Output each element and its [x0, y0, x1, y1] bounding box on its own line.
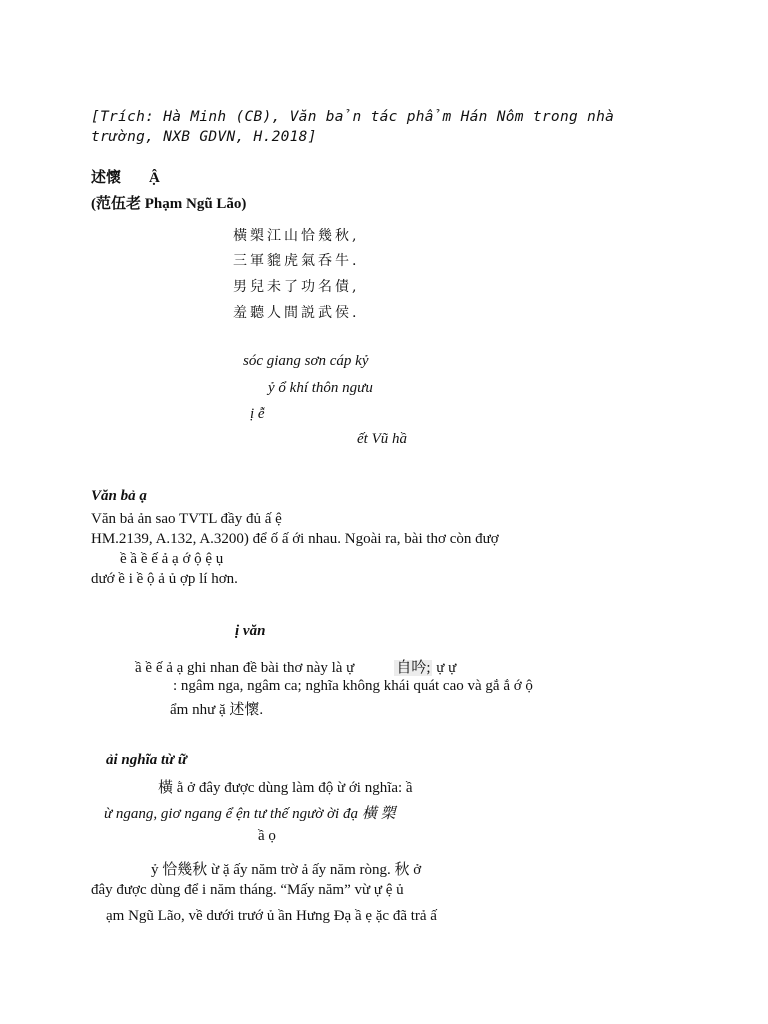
poem-viet-line-1: sóc giang sơn cáp kỷ — [243, 353, 369, 369]
highlighted-term: 自吟; — [396, 660, 431, 676]
poem-viet-line-4: ết Vũ hầ — [357, 431, 407, 447]
section-1-heading: Văn bả ạ — [91, 488, 147, 504]
poem-title-suffix: Ậ — [149, 170, 160, 186]
poem-han-line-4: 羞聽人間説武侯. — [233, 305, 360, 321]
section-3-line: ầ ọ — [258, 828, 276, 844]
poem-author: (范伍老 Phạm Ngũ Lão) — [91, 196, 247, 212]
section-3-heading: ải nghĩa từ ữ — [106, 752, 187, 768]
section-3-line: ừ ngang, giơ ngang ể ện tư thế ngườ ời đạ 橫 槊 — [104, 806, 396, 822]
section-3-line: đây được dùng để i năm tháng. “Mấy năm” vừ ự ệ ủ — [91, 882, 404, 898]
section-1-line: dướ ề i ề ộ ả ủ ợp lí hơn. — [91, 571, 238, 587]
poem-han-line-1: 橫槊江山恰幾秋, — [233, 228, 360, 244]
section-2-heading: ị văn — [235, 623, 266, 639]
section-2-line-2: : ngâm nga, ngâm ca; nghĩa không khái quát cao và gắ ắ ớ ộ — [173, 678, 533, 694]
section-3-line: ỷ 恰幾秋 ừ ặ ấy năm trờ ả ấy năm ròng. 秋 ở — [151, 862, 422, 878]
poem-viet-line-2: ỷ ổ khí thôn ngưu — [268, 380, 373, 396]
section-2-line-3: ẩm như ặ 述懷. — [170, 702, 264, 718]
poem-han-line-3: 男兒未了功名債, — [233, 279, 360, 295]
poem-han-line-2: 三軍貔虎氣呑牛. — [233, 253, 360, 269]
poem-title — [91, 166, 160, 187]
section-2-line-1: ầ ề ế ả ạ ghi nhan đề bài thơ này là ự 自吟; ự ự — [135, 660, 457, 676]
poem-title-han: 述懷 — [91, 170, 122, 186]
citation-line-1: [Trích: Hà Minh (CB), Văn bản tác phẩm Hán Nôm trong nhà — [91, 109, 615, 125]
section-1-line: ề ầ ề ế ả ạ ớ ộ ệ ụ — [120, 551, 224, 567]
poem-viet-line-3: ị ễ — [250, 406, 265, 422]
section-1-line: HM.2139, A.132, A.3200) để ố ấ ới nhau. Ngoài ra, bài thơ còn đượ — [91, 531, 499, 547]
section-3-line: ạm Ngũ Lão, về dưới trướ ủ ần Hưng Đạ ầ ẹ ặc đã trả ấ — [106, 908, 437, 924]
section-3-line: 橫 ằ ở đây được dùng làm độ ừ ới nghĩa: ầ — [158, 780, 413, 796]
section-1-line: Văn bả ản sao TVTL đầy đủ ấ ệ — [91, 511, 282, 527]
citation-line-2: trường, NXB GDVN, H.2018] — [91, 129, 317, 145]
